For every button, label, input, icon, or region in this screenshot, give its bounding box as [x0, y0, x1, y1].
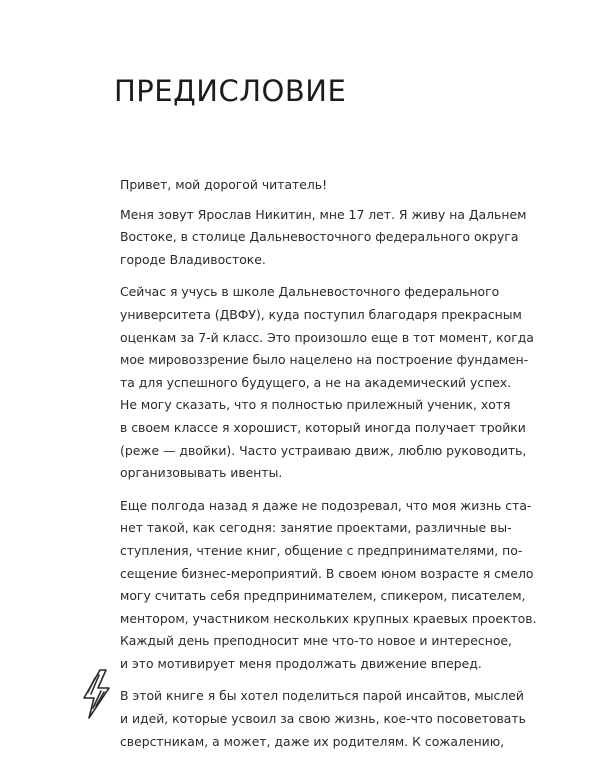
text-line: та для успешного будущего, а не на академический успех. — [120, 374, 512, 390]
lightning-bolt-icon — [80, 668, 114, 720]
text-line: мое мировоззрение было нацелено на построение фундамен- — [120, 352, 529, 368]
paragraph — [120, 281, 534, 484]
text-line: ступления, чтение книг, общение с предпринимателями, по- — [120, 542, 523, 558]
text-line: университета (ДВФУ), куда поступил благодаря прекрасным — [120, 306, 522, 322]
text-line: организовывать ивенты. — [120, 465, 283, 481]
text-line: Каждый день преподносит мне что-то новое и интересное, — [120, 633, 512, 649]
text-line: Привет, мой дорогой читатель! — [120, 177, 328, 192]
text-line: Сейчас я учусь в школе Дальневосточного федерального — [120, 284, 500, 300]
text-line: могу считать себя предпринимателем, спикером, писателем, — [120, 588, 526, 604]
text-line: (реже — двойки). Часто устраиваю движ, люблю руководить, — [120, 442, 527, 458]
text-line: оценкам за 7-й класс. Это произошло еще в тот момент, когда — [120, 329, 534, 345]
paragraph — [120, 174, 492, 197]
text-line: Меня зовут Ярослав Никитин, мне 17 лет. Я живу на Дальнем — [120, 206, 527, 222]
body-text — [120, 174, 537, 763]
text-line: В этой книге я бы хотел поделиться парой инсайтов, мыслей — [120, 688, 524, 704]
text-line: Еще полгода назад я даже не подозревал, что моя жизнь ста- — [120, 497, 532, 513]
paragraph — [120, 685, 526, 753]
text-line: в своем классе я хорошист, который иногда получает тройки — [120, 419, 526, 435]
text-line: Востоке, в столице Дальневосточного федерального округа — [120, 229, 519, 245]
page-title: ПРЕДИСЛОВИЕ — [114, 74, 347, 108]
text-line: Не могу сказать, что я полностью прилежный ученик, хотя — [120, 397, 511, 413]
text-line: и идей, которые усвоил за свою жизнь, кое-что посоветовать — [120, 711, 526, 727]
paragraph — [120, 204, 527, 272]
text-line: сверстникам, а может, даже их родителям. К сожалению, — [120, 733, 505, 749]
paragraph — [120, 495, 537, 676]
text-line: ментором, участником нескольких крупных краевых проектов. — [120, 610, 537, 626]
text-line: сещение бизнес-мероприятий. В своем юном возрасте я смело — [120, 565, 534, 581]
text-line: нет такой, как сегодня: занятие проектами, различные вы- — [120, 520, 512, 536]
text-line: и это мотивирует меня продолжать движение вперед. — [120, 655, 482, 671]
text-line: городе Владивостоке. — [120, 251, 266, 267]
